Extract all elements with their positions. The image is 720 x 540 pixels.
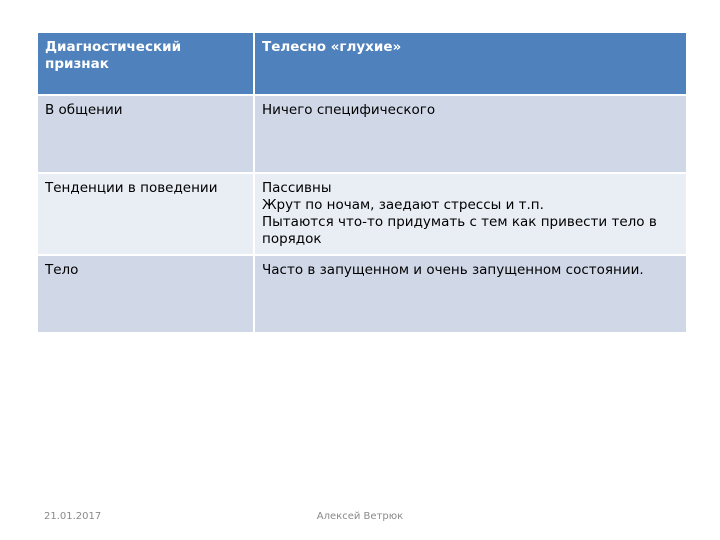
table-header-row bbox=[37, 32, 687, 95]
comparison-table bbox=[36, 31, 688, 334]
footer-date: 21.01.2017 bbox=[44, 511, 102, 522]
table-row bbox=[37, 255, 687, 333]
row-label: В общении bbox=[37, 95, 254, 173]
row-value bbox=[254, 255, 687, 333]
row-value bbox=[254, 95, 687, 173]
row-value-line: Часто в запущенном и очень запущенном состоянии. bbox=[262, 262, 644, 278]
row-label: Тело bbox=[37, 255, 254, 333]
row-value bbox=[254, 173, 687, 255]
table-row bbox=[37, 95, 687, 173]
table-row bbox=[37, 173, 687, 255]
row-value-line: Пытаются что-то придумать с тем как привести тело в порядок bbox=[262, 214, 657, 247]
row-value-line: Жрут по ночам, заедают стрессы и т.п. bbox=[262, 197, 544, 213]
header-cell-criterion: Диагностический признак bbox=[37, 32, 254, 95]
footer-author: Алексей Ветрюк bbox=[316, 511, 404, 522]
row-value-line: Пассивны bbox=[262, 180, 332, 196]
header-cell-type: Телесно «глухие» bbox=[254, 32, 687, 95]
row-label: Тенденции в поведении bbox=[37, 173, 254, 255]
row-value-line: Ничего специфического bbox=[262, 102, 436, 118]
